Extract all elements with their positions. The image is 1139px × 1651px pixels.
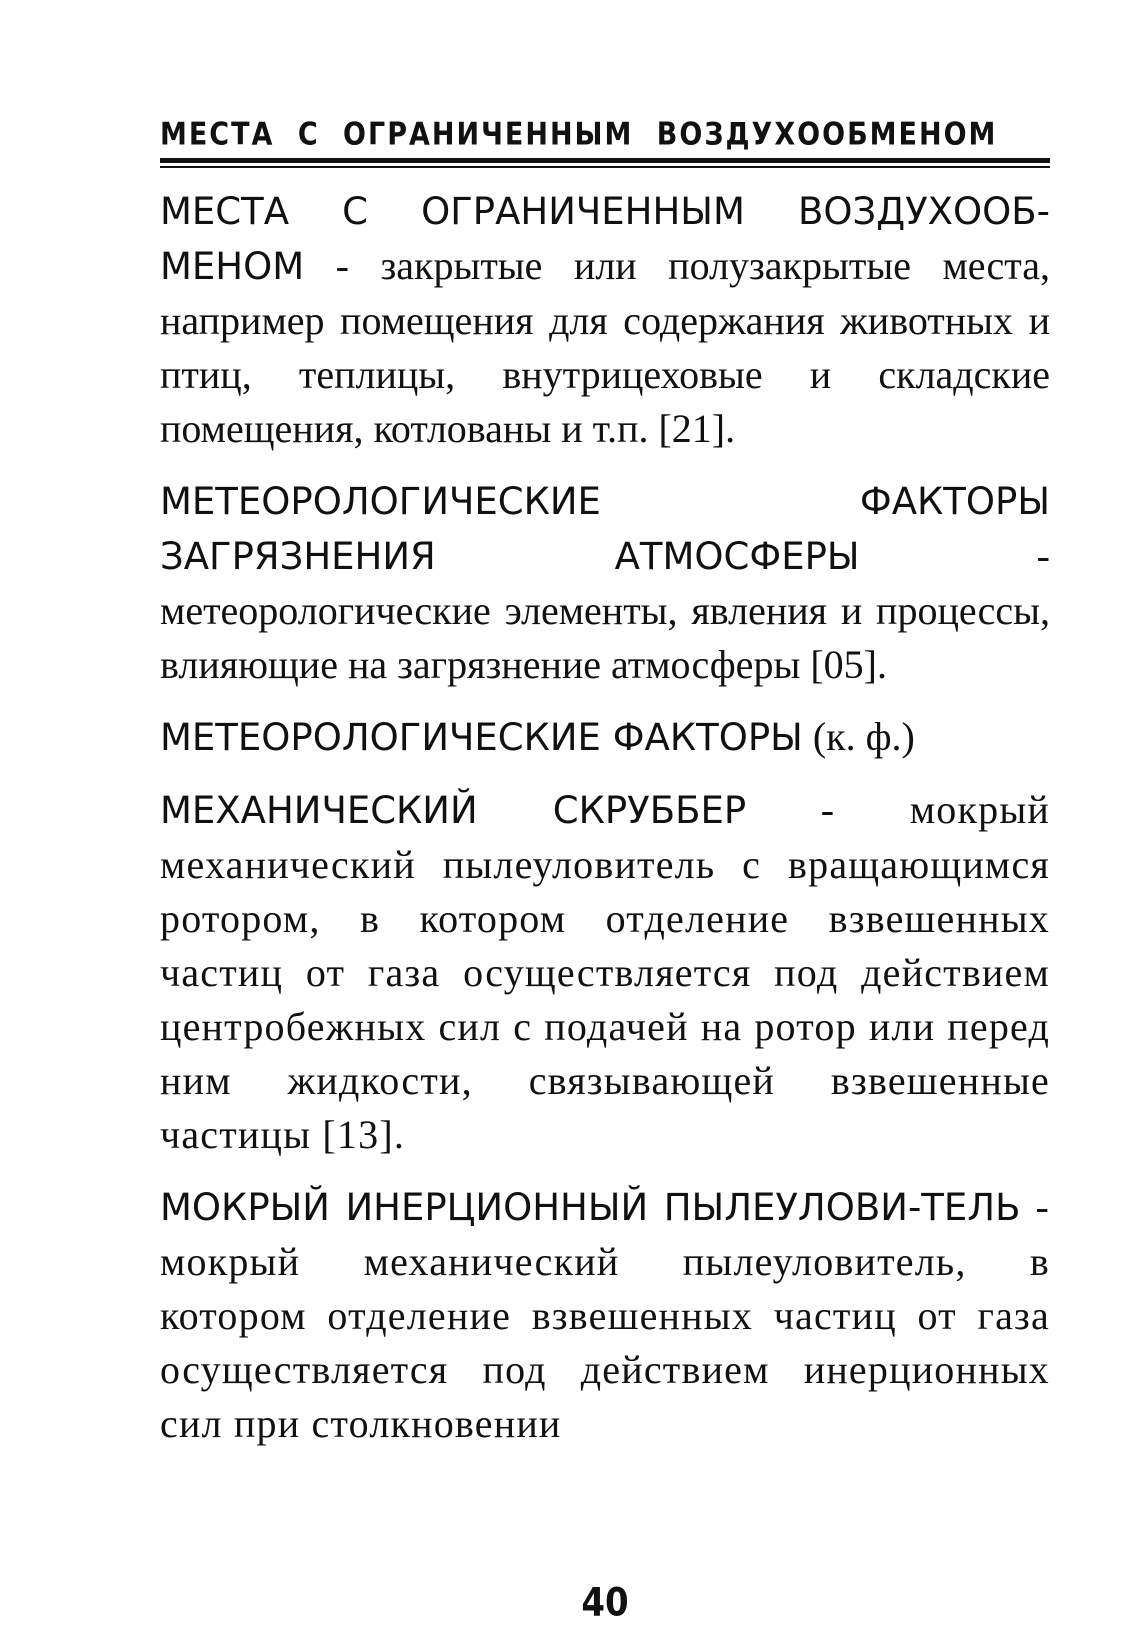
- header-rule-thick: [160, 158, 1050, 163]
- glossary-entry: [160, 710, 1050, 765]
- book-page: [160, 0, 1050, 1651]
- glossary-content: [160, 184, 1050, 1469]
- entry-definition: - мокрый механический пылеуловитель, в котором отделение взвешенных частиц от газа осуществляется под действием инерционных сил при столкновении: [160, 1184, 1050, 1446]
- glossary-entry: [160, 783, 1050, 1162]
- running-header: МЕСТА С ОГРАНИЧЕННЫМ ВОЗДУХООБМЕНОМ: [160, 117, 998, 153]
- header-rule-thin: [160, 166, 1050, 168]
- entry-term: МОКРЫЙ ИНЕРЦИОННЫЙ ПЫЛЕУЛОВИ-ТЕЛЬ: [160, 1186, 1021, 1229]
- entry-term: МЕСТА С ОГРАНИЧЕННЫМ ВОЗДУХООБ-МЕНОМ: [160, 190, 1050, 288]
- entry-definition: (к. ф.): [802, 714, 915, 759]
- entry-definition: - закрытые или полузакрытые места, например помещения для содержания животных и птиц, теплицы, внутрицеховые и складские помещения, котлованы и т.п. [21].: [160, 243, 1050, 451]
- page-number: 40: [581, 1580, 629, 1626]
- entry-term: МЕТЕОРОЛОГИЧЕСКИЕ ФАКТОРЫ ЗАГРЯЗНЕНИЯ АТМОСФЕРЫ: [160, 480, 1050, 578]
- glossary-entry: [160, 1180, 1050, 1451]
- glossary-entry: [160, 474, 1050, 692]
- entry-term: МЕХАНИЧЕСКИЙ СКРУББЕР: [160, 789, 747, 832]
- entry-term: МЕТЕОРОЛОГИЧЕСКИЕ ФАКТОРЫ: [160, 716, 803, 759]
- entry-definition: - мокрый механический пылеуловитель с вращающимся ротором, в котором отделение взвешенных частиц от газа осуществляется под действием центробежных сил с подачей на ротор или перед ним жидкости, связывающей взвешенные частицы [13].: [160, 787, 1051, 1157]
- glossary-entry: [160, 184, 1050, 456]
- entry-definition: - метеорологические элементы, явления и процессы, влияющие на загрязнение атмосферы [05].: [160, 533, 1050, 687]
